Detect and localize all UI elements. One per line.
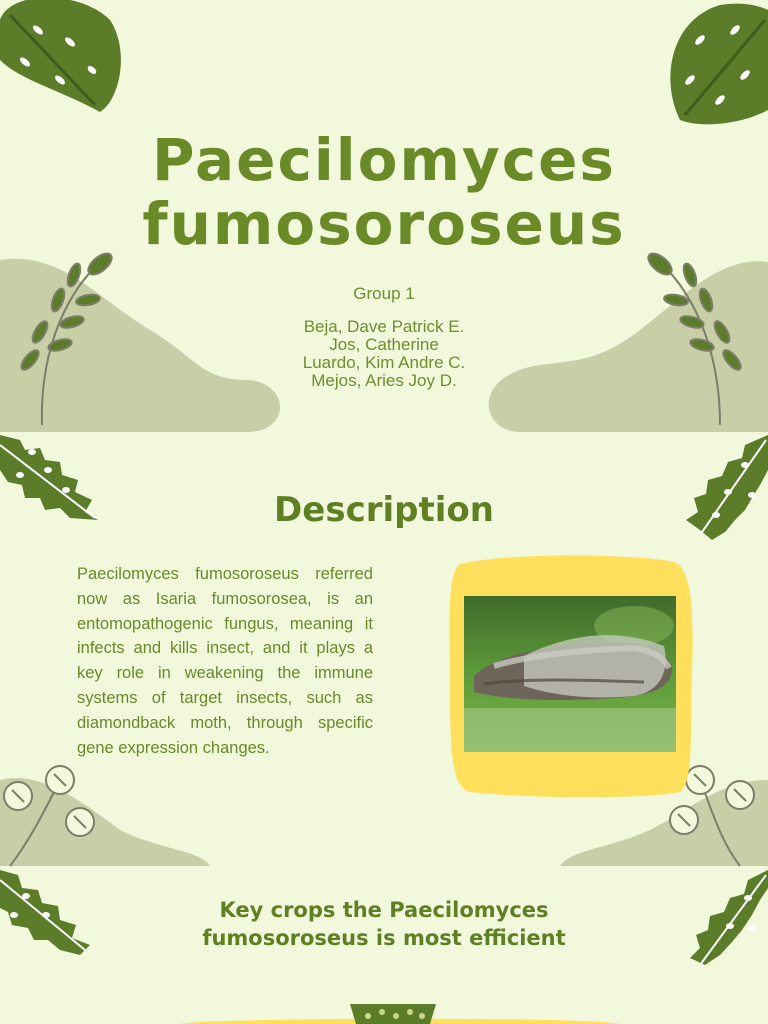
group-label: Group 1 (353, 284, 415, 303)
member-name: Luardo, Kim Andre C. (302, 353, 466, 372)
dotted-ribbon-icon (350, 1004, 436, 1024)
title-line-2: fumosoroseus (142, 190, 626, 258)
key-crops-line-2: fumosoroseus is most efficient (202, 926, 566, 950)
page-title (0, 128, 768, 256)
key-crops-line-1: Key crops the Paecilomyces (219, 898, 549, 922)
members-list (0, 318, 768, 390)
description-body: Paecilomyces fumosoroseus referred now as Isaria fumosorosea, is an entomopathogenic fungus, meaning it infects and kills insect, and it plays a key role in weakening the immune systems of target insects, such as diamondback moth, through specific gene expression changes. (77, 565, 373, 757)
member-name: Beja, Dave Patrick E. (303, 317, 465, 336)
member-name: Jos, Catherine (329, 335, 439, 354)
leaf-top-left-icon (0, 0, 121, 112)
fungus-photo (464, 596, 676, 752)
leaf-top-right-icon (670, 4, 768, 125)
title-line-1: Paecilomyces (152, 126, 616, 194)
key-crops-heading (0, 896, 768, 952)
description-heading: Description (274, 490, 494, 530)
member-name: Mejos, Aries Joy D. (311, 371, 457, 390)
